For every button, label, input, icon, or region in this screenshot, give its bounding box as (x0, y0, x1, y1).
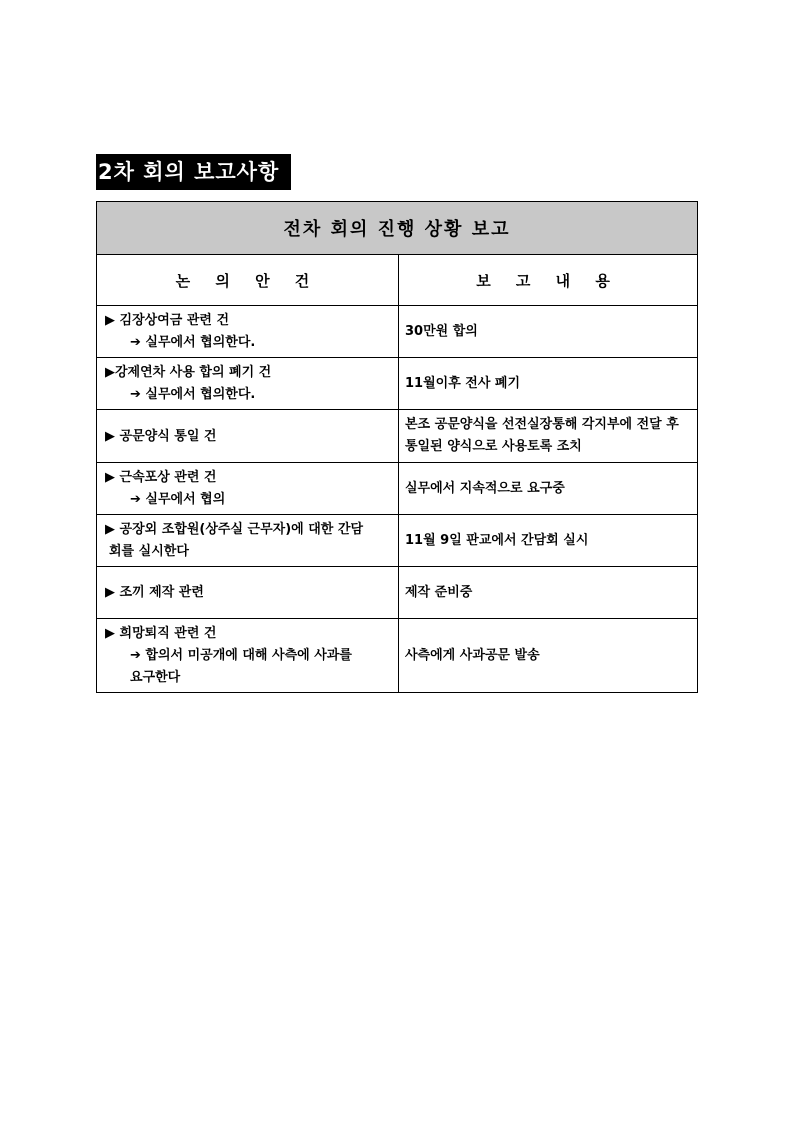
report-cell: 사측에게 사과공문 발송 (399, 619, 698, 693)
header-report: 보 고 내 용 (399, 255, 698, 306)
agenda-sub: ➔ 실무에서 협의한다. (130, 335, 256, 350)
table-row (97, 619, 698, 693)
agenda-cell (97, 306, 399, 358)
agenda-title: ▶ 김장상여금 관련 건 (105, 313, 230, 328)
report-cell: 제작 준비중 (399, 567, 698, 619)
report-cell: 30만원 합의 (399, 306, 698, 358)
table-row (97, 410, 698, 463)
table-header-row (97, 255, 698, 306)
agenda-title: ▶강제연차 사용 합의 폐기 건 (105, 365, 272, 380)
table-caption-row (97, 202, 698, 255)
agenda-sub: ➔ 합의서 미공개에 대해 사측에 사과를 (130, 648, 352, 663)
agenda-title: ▶ 조끼 제작 관련 (105, 585, 204, 600)
table-caption: 전차 회의 진행 상황 보고 (97, 202, 698, 255)
table-row (97, 567, 698, 619)
table-row (97, 358, 698, 410)
agenda-title: ▶ 희망퇴직 관련 건 (105, 626, 217, 641)
report-cell: 실무에서 지속적으로 요구중 (399, 463, 698, 515)
agenda-cell (97, 515, 399, 567)
table-row (97, 515, 698, 567)
report-table (96, 201, 698, 693)
agenda-cell (97, 463, 399, 515)
agenda-continuation: 회를 실시한다 (109, 544, 189, 559)
table-row (97, 306, 698, 358)
report-cell: 본조 공문양식을 선전실장통해 각지부에 전달 후 통일된 양식으로 사용토록 조치 (399, 410, 698, 463)
agenda-sub: ➔ 실무에서 협의한다. (130, 387, 256, 402)
report-cell: 11월이후 전사 폐기 (399, 358, 698, 410)
report-cell: 11월 9일 판교에서 간담회 실시 (399, 515, 698, 567)
agenda-title: ▶ 공문양식 통일 건 (105, 428, 217, 444)
agenda-cell (97, 619, 399, 693)
agenda-sub: ➔ 실무에서 협의 (130, 492, 226, 507)
agenda-sub-continuation: 요구한다 (130, 670, 181, 685)
table-row (97, 463, 698, 515)
section-title: 2차 회의 보고사항 (96, 154, 291, 190)
agenda-cell (97, 567, 399, 619)
agenda-cell (97, 358, 399, 410)
agenda-title: ▶ 근속포상 관련 건 (105, 470, 217, 485)
agenda-title: ▶ 공장외 조합원(상주실 근무자)에 대한 간담 (105, 522, 363, 537)
agenda-cell (97, 410, 399, 463)
header-agenda: 논 의 안 건 (97, 255, 399, 306)
